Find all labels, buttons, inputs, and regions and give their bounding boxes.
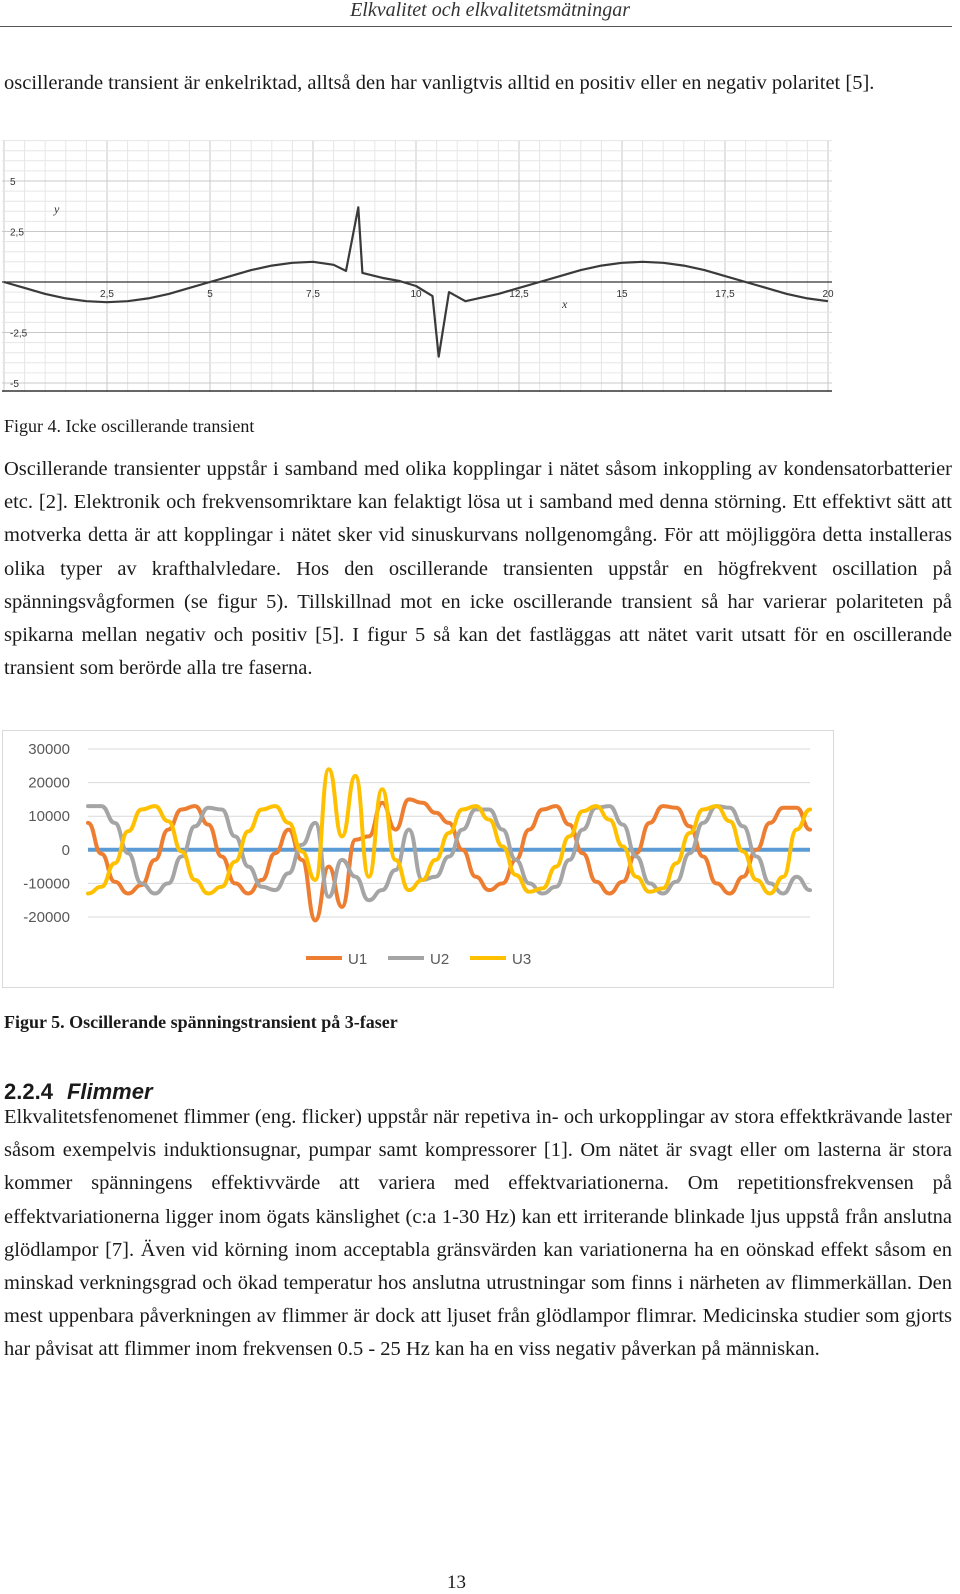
- fig5-y-tick-label: 10000: [28, 808, 70, 826]
- fig4-x-tick-label: 12,5: [509, 289, 529, 300]
- figure-5-caption: [4, 1012, 398, 1033]
- figure-5-chart: [2, 730, 834, 988]
- fig5-y-tick-label: 30000: [28, 741, 70, 758]
- fig4-y-tick-label: -2,5: [10, 328, 28, 340]
- fig5-y-tick-label: 20000: [28, 774, 70, 792]
- fig5-legend-label-u2: U2: [430, 951, 450, 968]
- paragraph-oscillating-transients: Oscillerande transienter uppstår i samband med olika kopplingar i nätet såsom inkoppling av kondensatorbatterier etc. [2]. Elektronik och frekvensomriktare kan felaktigt lösa ut i samband med denna störning. Ett effektivt sätt att motverka detta är att kopplingar i nätet sker vid sinuskurvans nollgenomgång. För att möjliggöra detta installeras olika typer av krafthalvledare. Hos den oscillerande transienten uppstår en högfrekvent oscillation på spänningsvågformen (se figur 5). Tillskillnad mot en icke oscillerande transient så har varierar polariteten på spikarna mellan negativ och positiv [5]. I figur 5 så kan det fastläggas att nätet varit utsatt för en oscillerande transient som berörde alla tre faserna.: [4, 458, 952, 680]
- fig4-x-tick-label: 17,5: [715, 289, 735, 300]
- fig5-legend-label-u1: U1: [348, 951, 368, 968]
- page-number: 13: [447, 1572, 466, 1593]
- fig4-x-tick-label: 5: [207, 289, 213, 300]
- fig5-y-tick-label: 0: [61, 841, 70, 859]
- intro-paragraph: oscillerande transient är enkelriktad, alltså den har vanligtvis alltid en positiv eller en negativ polaritet [5].: [4, 72, 875, 94]
- fig4-x-tick-label: 7,5: [306, 289, 320, 300]
- fig4-x-tick-label: 2,5: [100, 289, 114, 300]
- fig4-x-tick-label: 20: [822, 289, 834, 300]
- fig4-y-tick-label: 5: [10, 177, 16, 188]
- section-number: 2.2.4: [4, 1079, 53, 1104]
- fig5-legend-label-u3: U3: [512, 951, 532, 968]
- page-header: [0, 0, 952, 27]
- fig4-y-tick-label: -5: [10, 379, 19, 390]
- figure-4-chart: [2, 140, 832, 392]
- header-title: Elkvalitet och elkvalitetsmätningar: [350, 0, 630, 21]
- figure-4-caption-text: Figur 4. Icke oscillerande transient: [4, 416, 255, 436]
- fig4-x-tick-label: 10: [410, 289, 422, 300]
- fig4-background: [2, 140, 832, 392]
- fig5-y-tick-label: -20000: [23, 909, 70, 926]
- section-title: Flimmer: [66, 1079, 153, 1104]
- fig5-y-tick-label: -10000: [23, 875, 70, 893]
- fig4-x-axis-label: x: [562, 297, 568, 311]
- fig4-x-tick-label: 15: [616, 289, 628, 300]
- fig4-y-tick-label: 2,5: [10, 227, 24, 239]
- figure-4-caption: [4, 416, 254, 437]
- figure-5-caption-text: Figur 5. Oscillerande spänningstransient på 3-faser: [4, 1012, 398, 1032]
- fig4-y-axis-label: y: [54, 202, 60, 216]
- paragraph-flicker: Elkvalitetsfenomenet flimmer (eng. flicker) uppstår när repetiva in- och urkopplingar av stora effektkrävande laster såsom exempelvis induktionsugnar, pumpar samt kompressorer [1]. Om nätet är svagt eller om lasterna är stora kommer spänningens effektivvärde att variera med effektvariationerna. Om repetitionsfrekvensen på effektvariationerna ligger inom ögats känslighet (c:a 1-30 Hz) kan ett irriterande blinkade ljus uppstå från anslutna glödlampor [7]. Även vid körning inom acceptabla gränsvärden kan variationerna ha en oönskad effekt såsom en minskad verkningsgrad och ökad temperatur hos anslutna utrustningar som finns i närheten av flimmerkällan. Den mest uppenbara påverkningen av flimmer är dock att ljuset från glödlampor flimrar. Medicinska studier som gjorts har påvisat att flimmer inom frekvensen 0.5 - 25 Hz kan ha en viss negativ påverkan på människan.: [4, 1106, 952, 1361]
